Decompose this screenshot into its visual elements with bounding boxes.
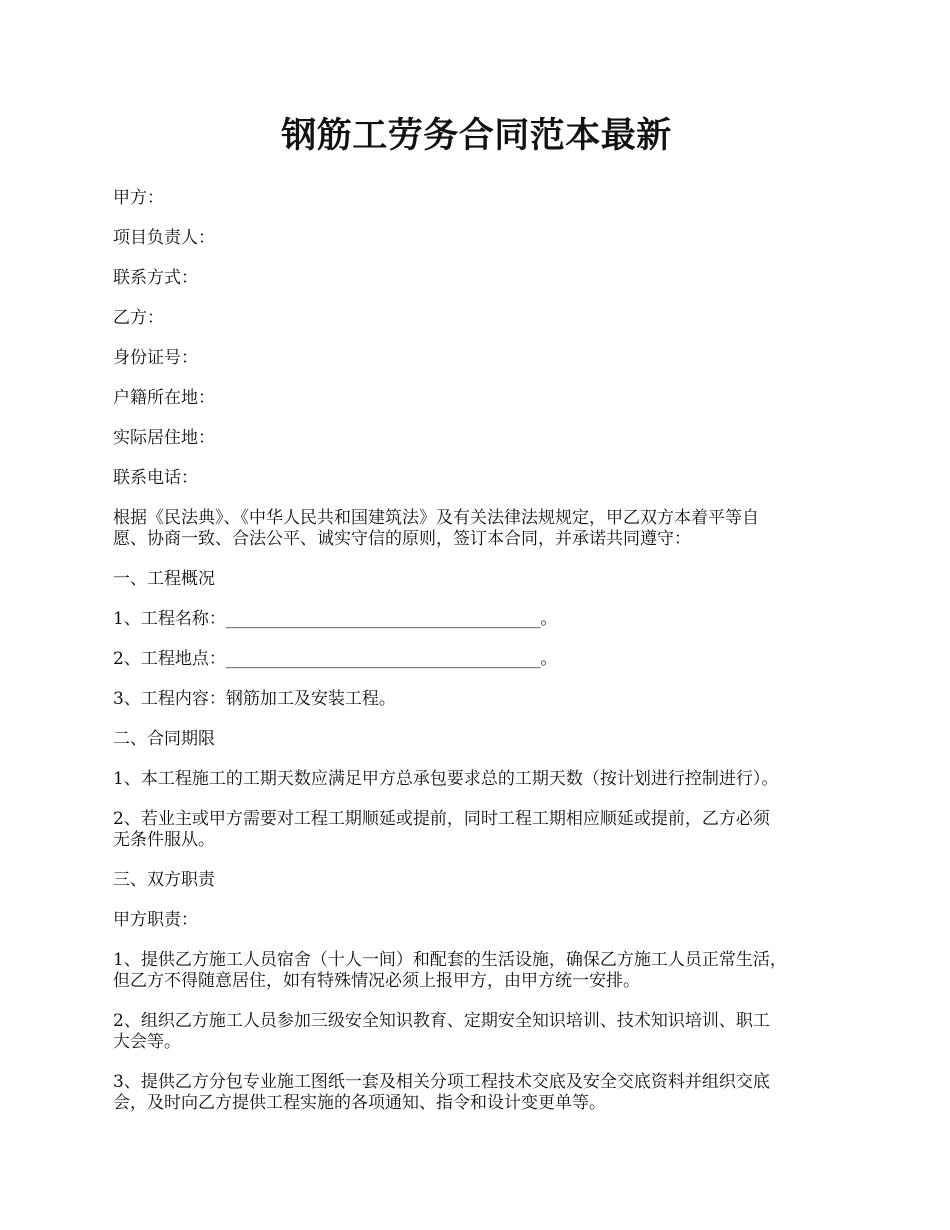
section-3-item-3-line-2: 会，及时向乙方提供工程实施的各项通知、指令和设计变更单等。 <box>113 1093 606 1113</box>
section-3-item-1-line-2: 但乙方不得随意居住，如有特殊情况必须上报甲方，由甲方统一安排。 <box>113 971 640 991</box>
section-3-heading: 三、双方职责 <box>113 870 215 890</box>
section-3-item-2-line-1: 2、组织乙方施工人员参加三级安全知识教育、定期安全知识培训、技术知识培训、职工 <box>113 1011 770 1031</box>
preamble-paragraph <box>113 508 840 550</box>
section-2-item-1: 1、本工程施工的工期天数应满足甲方总承包要求总的工期天数（按计划进行控制进行）。 <box>113 769 779 789</box>
section-3-item-1 <box>113 950 840 992</box>
section-3-item-2 <box>113 1011 840 1053</box>
section-3-item-1-line-1: 1、提供乙方施工人员宿舍（十人一间）和配套的生活设施，确保乙方施工人员正常生活， <box>113 950 787 970</box>
field-phone: 联系电话： <box>113 468 198 488</box>
section-3-subheading: 甲方职责： <box>113 910 198 930</box>
field-actual-residence: 实际居住地： <box>113 428 215 448</box>
section-3-item-3-line-1: 3、提供乙方分包专业施工图纸一套及相关分项工程技术交底及安全交底资料并组织交底 <box>113 1072 770 1092</box>
section-3-item-3 <box>113 1072 840 1114</box>
section-1-item-3: 3、工程内容：钢筋加工及安装工程。 <box>113 689 396 709</box>
preamble-line-1: 根据《民法典》、《中华人民共和国建筑法》及有关法律法规规定，甲乙双方本着平等自 <box>113 508 759 528</box>
section-1-heading: 一、工程概况 <box>113 569 215 589</box>
field-household-registration: 户籍所在地： <box>113 388 215 408</box>
field-party-b: 乙方： <box>113 308 164 328</box>
preamble-line-2: 愿、协商一致、合法公平、诚实守信的原则，签订本合同，并承诺共同遵守： <box>113 529 691 549</box>
section-2-item-2-line-2: 无条件服从。 <box>113 830 215 850</box>
document-title: 钢筋工劳务合同范本最新 <box>281 115 672 156</box>
field-contact-method: 联系方式： <box>113 268 198 288</box>
field-party-a: 甲方： <box>113 188 164 208</box>
section-2-heading: 二、合同期限 <box>113 729 215 749</box>
field-project-manager: 项目负责人： <box>113 228 215 248</box>
field-id-number: 身份证号： <box>113 348 198 368</box>
section-2-item-2 <box>113 809 840 851</box>
section-1-item-1: 1、工程名称：_____________________________________。 <box>113 609 558 629</box>
section-2-item-2-line-1: 2、若业主或甲方需要对工程工期顺延或提前，同时工程工期相应顺延或提前，乙方必须 <box>113 809 770 829</box>
section-1-item-2: 2、工程地点：_____________________________________。 <box>113 649 558 669</box>
section-3-item-2-line-2: 大会等。 <box>113 1032 181 1052</box>
